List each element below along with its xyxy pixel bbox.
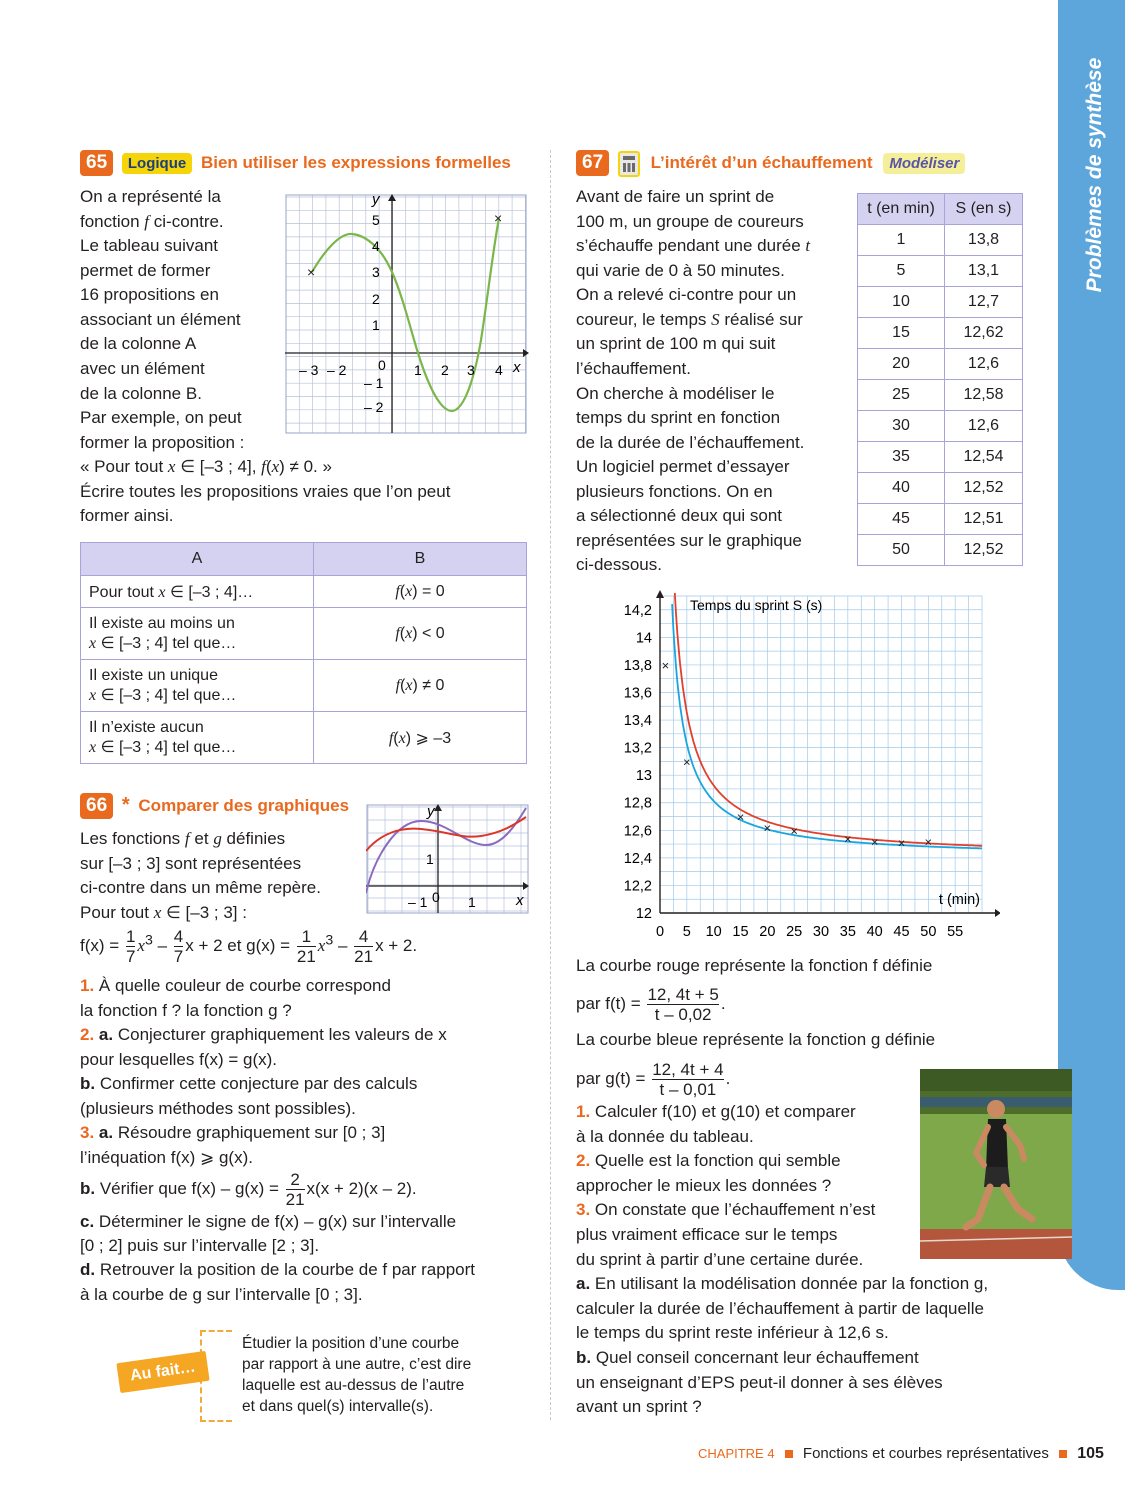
data-point: × (683, 754, 691, 770)
svg-text:×: × (307, 264, 316, 280)
svg-text:2: 2 (372, 291, 380, 307)
x-tick-label: 25 (786, 924, 803, 940)
svg-text:1: 1 (426, 851, 434, 867)
x-tick-label: 0 (655, 924, 665, 940)
y-tick-label: 13,2 (623, 740, 652, 757)
x-tick-label: 30 (812, 924, 830, 940)
sprint-chart (600, 588, 1000, 943)
ex66-graph (366, 803, 530, 915)
y-tick-label: 13,8 (623, 657, 652, 674)
svg-text:4: 4 (372, 238, 380, 254)
data-point: × (790, 823, 798, 839)
question-line: 1. Calculer f(10) et g(10) et comparer (576, 1102, 856, 1121)
svg-text:1: 1 (414, 362, 422, 378)
ex66-header (80, 793, 349, 819)
table-row: 15 12,62 (858, 318, 1023, 349)
table-row: Il existe un unique x ∈ [–3 ; 4] tel que… f(x) ≠ 0 (81, 660, 527, 712)
question-line: a. En utilisant la modélisation donnée par la fonction g, (576, 1274, 989, 1294)
y-tick-label: 12,2 (623, 878, 652, 895)
svg-text:1: 1 (372, 317, 380, 333)
calculator-icon (618, 151, 640, 177)
question-line: approcher le mieux les données ? (576, 1175, 832, 1195)
y-tick-label: 14 (635, 630, 652, 647)
question-line: 3. On constate que l’échauffement n’est (576, 1200, 876, 1220)
ex67-tag: Modéliser (883, 153, 965, 174)
ex67-title: L’intérêt d’un échauffement (650, 153, 873, 172)
table-row: 25 12,58 (858, 380, 1023, 411)
data-point: × (924, 834, 933, 850)
x-tick-label: 10 (705, 924, 722, 940)
footer-chapter: CHAPITRE 4 (698, 1446, 775, 1461)
chart-title: Temps du sprint S (s) (690, 597, 823, 613)
svg-text:x: x (513, 359, 521, 376)
data-point: × (661, 657, 670, 673)
table-row: 40 12,52 (858, 473, 1023, 504)
svg-text:×: × (494, 210, 503, 226)
y-tick-label: 12 (635, 906, 652, 922)
x-tick-label: 20 (759, 924, 776, 940)
svg-text:0: 0 (432, 889, 440, 905)
y-tick-label: 14,2 (623, 602, 652, 619)
svg-text:0: 0 (378, 357, 386, 373)
x-tick-label: 15 (732, 924, 749, 940)
question-line: avant un sprint ? (576, 1397, 702, 1417)
ex67-number: 67 (576, 150, 609, 176)
question-line: le temps du sprint reste inférieur à 12,6 s. (576, 1323, 889, 1343)
question-line: du sprint à partir d’une certaine durée. (576, 1249, 864, 1269)
y-tick-label: 13 (635, 768, 652, 785)
column-divider (550, 150, 551, 1420)
svg-text:– 1: – 1 (364, 375, 384, 391)
svg-text:3: 3 (372, 264, 380, 280)
ex66-title: Comparer des graphiques (138, 796, 350, 815)
data-point: × (736, 809, 745, 825)
question-line: plus vraiment efficace sur le temps (576, 1225, 838, 1244)
data-point: × (897, 835, 906, 851)
table-row: 20 12,6 (858, 349, 1023, 380)
table-row: 1 13,8 (858, 225, 1023, 256)
ex66-number: 66 (80, 793, 113, 819)
curve-g (672, 604, 982, 848)
footer (698, 1445, 1104, 1463)
svg-text:– 3: – 3 (299, 362, 319, 378)
ex67-table: t (en min) S (en s) 1 13,8 5 13,1 10 12,7 15 12,62 20 12,6 25 12,58 30 12,6 35 12,54 40 12,52 45 12,51 50 12,52 (857, 193, 1023, 566)
svg-text:– 1: – 1 (408, 894, 428, 910)
svg-text:5: 5 (372, 212, 380, 228)
curve-violet (366, 808, 526, 893)
table-row: Il existe au moins un x ∈ [–3 ; 4] tel que… f(x) < 0 (81, 608, 527, 660)
table-row: 30 12,6 (858, 411, 1023, 442)
svg-text:3: 3 (467, 362, 475, 378)
ex65-table: A B Pour tout x ∈ [–3 ; 4]… f(x) = 0 Il existe au moins un x ∈ [–3 ; 4] tel que… f(x) < 0 Il existe un unique x ∈ [–3 ; 4] tel que… f(x) ≠ 0 Il n’existe aucun x ∈ [–3 ; 4] tel que… f(x) ⩾ –3 (80, 542, 527, 764)
side-tab-notch (1058, 300, 1098, 380)
x-tick-label: 5 (682, 924, 691, 940)
svg-text:y: y (372, 191, 380, 208)
table-row: 45 12,51 (858, 504, 1023, 535)
ex65-title: Bien utiliser les expressions formelles (200, 153, 511, 172)
svg-text:– 2: – 2 (327, 362, 347, 378)
page-number: 105 (1077, 1445, 1104, 1462)
y-tick-label: 13,4 (623, 713, 652, 730)
svg-text:x: x (516, 892, 524, 909)
ex65-tag: Logique (122, 153, 192, 174)
ex66-formula: f(x) = $\frac{1}{7}$ $x^3$ – $\frac{4}{7}$ x + 2 et g(x) = $\frac{1}{21}$ $x^3$ – $\frac{4}{21}$ x + 2. (80, 927, 418, 966)
question-line: calculer la durée de l’échauffement à partir de laquelle (576, 1298, 984, 1318)
ex67-header (576, 150, 965, 177)
ex65-graph (285, 190, 530, 435)
svg-text:– 2: – 2 (364, 399, 384, 415)
table-row: 10 12,7 (858, 287, 1023, 318)
x-axis-label: t (min) (938, 892, 980, 908)
table-row: 50 12,52 (858, 535, 1023, 566)
question-line: à la donnée du tableau. (576, 1126, 754, 1146)
question-line: 2. Quelle est la fonction qui semble (576, 1151, 841, 1171)
svg-text:y: y (427, 803, 435, 820)
table-row: Il n’existe aucun x ∈ [–3 ; 4] tel que… f(x) ⩾ –3 (81, 712, 527, 764)
x-tick-label: 35 (839, 924, 856, 940)
data-point: × (763, 820, 772, 836)
table-row: Pour tout x ∈ [–3 ; 4]… f(x) = 0 (81, 576, 527, 608)
runner-photo (920, 1069, 1072, 1259)
ex66-star: * (121, 794, 130, 816)
table-row: 5 13,1 (858, 256, 1023, 287)
question-line: b. Quel conseil concernant leur échauffement (576, 1348, 919, 1367)
x-tick-label: 50 (920, 924, 937, 940)
svg-text:2: 2 (441, 362, 449, 378)
y-tick-label: 13,6 (623, 685, 652, 702)
svg-text:4: 4 (495, 362, 503, 378)
footer-subject: Fonctions et courbes représentatives (802, 1445, 1049, 1462)
svg-text:1: 1 (468, 894, 476, 910)
side-tab-label: Problèmes de synthèse (1083, 57, 1106, 293)
y-tick-label: 12,6 (623, 823, 652, 840)
aufait-badge: Au fait… (116, 1351, 209, 1393)
table-row: 35 12,54 (858, 442, 1023, 473)
data-point: × (844, 831, 852, 847)
ex65-number: 65 (80, 150, 113, 176)
y-tick-label: 12,4 (623, 850, 652, 867)
x-tick-label: 40 (866, 924, 883, 940)
y-tick-label: 12,8 (623, 795, 652, 812)
x-tick-label: 45 (893, 924, 910, 940)
data-point: × (870, 834, 879, 850)
ex65-header (80, 150, 511, 176)
x-tick-label: 55 (947, 924, 964, 940)
question-line: un enseignant d’EPS peut-il donner à ses élèves (576, 1372, 943, 1392)
